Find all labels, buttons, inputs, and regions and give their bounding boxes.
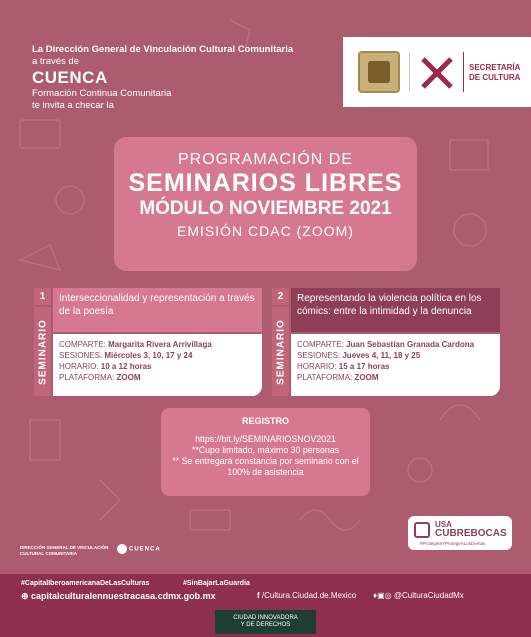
seminar-number: 1 bbox=[34, 288, 51, 305]
cuenca-logo bbox=[117, 544, 161, 554]
comparte-label: COMPARTE: bbox=[297, 340, 344, 349]
sesiones-value: Miércoles 3, 10, 17 y 24 bbox=[104, 351, 193, 360]
registration-note-certificate: ** Se entregará constancia por seminario con el 100% de asistencia bbox=[172, 456, 359, 477]
cuenca-circle-icon bbox=[117, 544, 127, 554]
mask-reminder-badge bbox=[408, 516, 512, 550]
comparte-value: Margarita Rivera Arrivillaga bbox=[108, 340, 212, 349]
seminar-side-text: SEMINARIO bbox=[37, 318, 48, 385]
social-handle-text: @CulturaCiudadMx bbox=[393, 591, 464, 600]
cuenca-logo-text: CUENCA bbox=[129, 546, 161, 553]
website-text: capitalculturalennuestracasa.cdmx.gob.mx bbox=[31, 591, 216, 601]
facebook-text: /Cultura.Ciudad.de.Mexico bbox=[261, 591, 357, 600]
badge-line-2: Y DE DERECHOS bbox=[240, 622, 291, 628]
seminar-side-label bbox=[34, 307, 51, 396]
plataforma-label: PLATAFORMA: bbox=[59, 373, 115, 382]
logo-panel bbox=[343, 37, 531, 107]
sesiones-value: Jueves 4, 11, 18 y 25 bbox=[342, 351, 421, 360]
secretaria-text: SECRETARÍA DE CULTURA bbox=[469, 63, 521, 82]
hashtag-guardia: #SinBajarLaGuardia bbox=[183, 580, 250, 587]
mask-label-2: CUBREBOCAS bbox=[435, 528, 507, 539]
organization-name: La Dirección General de Vinculación Cultural Comunitaria bbox=[32, 44, 294, 55]
intro-program: Formación Continua Comunitaria bbox=[32, 88, 172, 99]
title-line-4: EMISIÓN CDAC (ZOOM) bbox=[177, 223, 354, 239]
seminar-details bbox=[291, 334, 500, 396]
social-icons: ♦▣◎ bbox=[373, 591, 394, 600]
intro-text bbox=[32, 44, 332, 112]
logo-divider bbox=[409, 52, 410, 92]
dgvcc-logo bbox=[20, 545, 112, 556]
cuenca-name: CUENCA bbox=[32, 68, 108, 87]
registration-title: REGISTRO bbox=[241, 416, 289, 426]
seminar-details bbox=[53, 334, 262, 396]
title-line-3: MÓDULO NOVIEMBRE 2021 bbox=[139, 198, 392, 219]
facebook-icon: f bbox=[257, 591, 262, 600]
cdmx-shield-icon bbox=[358, 51, 400, 93]
comparte-value: Juan Sebastian Granada Cardona bbox=[346, 340, 475, 349]
plataforma-value: ZOOM bbox=[116, 373, 141, 382]
ciudad-innovadora-badge bbox=[215, 610, 316, 634]
website-link[interactable] bbox=[21, 591, 216, 602]
mask-label-1: USA bbox=[435, 520, 452, 529]
title-line-1: PROGRAMACIÓN DE bbox=[177, 151, 353, 168]
plataforma-value: ZOOM bbox=[354, 373, 379, 382]
facebook-link[interactable] bbox=[257, 591, 356, 600]
horario-label: HORARIO: bbox=[59, 362, 99, 371]
logo-divider bbox=[463, 52, 464, 92]
seminar-side-text: SEMINARIO bbox=[275, 318, 286, 385]
seminar-side-label bbox=[272, 307, 289, 396]
seminar-title: Representando la violencia política en los cómics: entre la intimidad y la denuncia bbox=[291, 288, 500, 332]
registration-link[interactable]: https://bit.ly/SEMINARIOSNOV2021 bbox=[195, 434, 336, 444]
registration-box bbox=[161, 408, 370, 496]
secretaria-cultura-label bbox=[469, 63, 524, 83]
dgvcc-text: DIRECCIÓN GENERAL DE VINCULACIÓN CULTURAL COMUNITARIA bbox=[20, 545, 109, 556]
intro-invite: te invita a checar la bbox=[32, 100, 114, 111]
cdmx-x-logo-icon bbox=[415, 53, 459, 93]
comparte-label: COMPARTE: bbox=[59, 340, 106, 349]
badge-line-1: CIUDAD INNOVADORA bbox=[233, 615, 298, 621]
horario-value: 10 a 12 horas bbox=[100, 362, 152, 371]
plataforma-label: PLATAFORMA: bbox=[297, 373, 353, 382]
title-line-2: SEMINARIOS LIBRES bbox=[128, 169, 403, 197]
footer bbox=[0, 574, 531, 637]
horario-value: 15 a 17 horas bbox=[338, 362, 390, 371]
seminar-card-1 bbox=[34, 288, 262, 396]
sesiones-label: SESIONES: bbox=[297, 351, 341, 360]
seminar-title: Interseccionalidad y representación a través de la poesía bbox=[53, 288, 262, 332]
seminar-number: 2 bbox=[272, 288, 289, 305]
sesiones-label: SESIONES: bbox=[59, 351, 103, 360]
hashtag-capital: #CapitalIberoamericanaDeLasCulturas bbox=[21, 580, 150, 587]
intro-through: a través de bbox=[32, 56, 79, 67]
registration-note-capacity: **Cupo limitado, máximo 30 personas bbox=[191, 445, 340, 455]
seminar-card-2 bbox=[272, 288, 500, 396]
mask-hashtag: #ProtégeteYProtegeALosDemás bbox=[420, 541, 486, 546]
social-handle-link[interactable] bbox=[373, 591, 464, 600]
program-title-box bbox=[114, 137, 417, 271]
mask-icon bbox=[414, 522, 430, 538]
horario-label: HORARIO: bbox=[297, 362, 337, 371]
globe-icon: ⊕ bbox=[21, 591, 32, 601]
